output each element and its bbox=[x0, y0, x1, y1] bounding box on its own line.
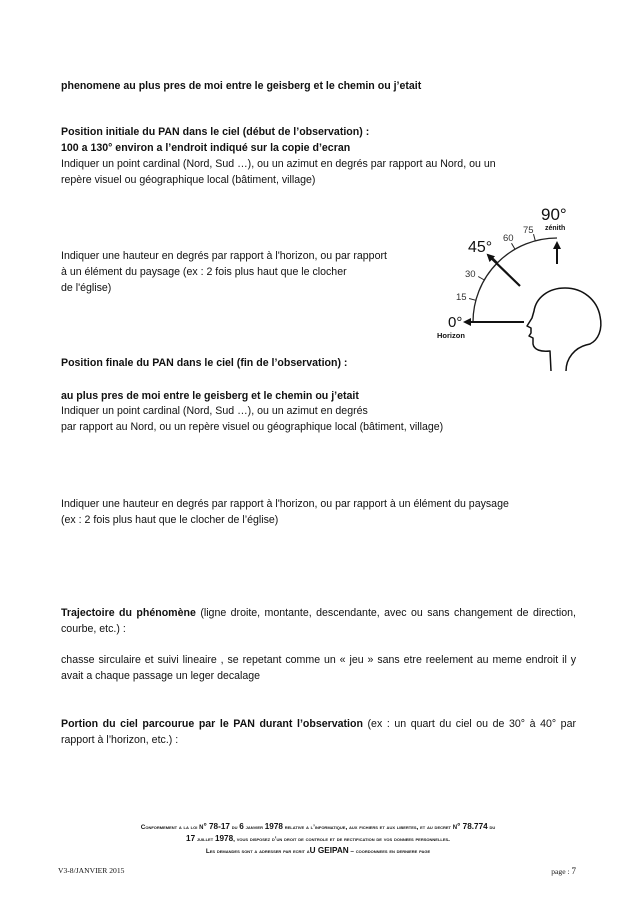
tick-15 bbox=[469, 299, 476, 301]
trajectory-heading: Trajectoire du phénomène bbox=[61, 607, 196, 619]
observation-start-answer: phenomene au plus pres de moi entre le geisberg et le chemin ou j’etait bbox=[61, 80, 422, 92]
trajectory-hint: (ligne droite, montante, descendante, avec ou sans changement de direction, courbe, etc.) : bbox=[61, 607, 576, 635]
sky-portion-hint: (ex : un quart du ciel ou de 30° à 40° par rapport à l’horizon, etc.) : bbox=[61, 718, 576, 746]
initial-height-instruction-3: de l'église) bbox=[61, 282, 112, 294]
label-30: 30 bbox=[465, 269, 476, 280]
trajectory-answer: chasse sirculaire et suivi lineaire , se repetant comme un « jeu » sans etre reelement au meme endroit il y avait a chaque passage un leger decalage bbox=[61, 654, 576, 682]
privacy-notice: Conformement a la loi n° 78-17 du 6 janvier 1978 relative a l’informatique, aux fichiers et aux libertes, et au decret n° 78.774 du 17 juillet 1978, vous disposez d’un droit de controle et de rectification de vos donnees personnelles. Les demandes sont a adresser par ecrit aU GEIPAN – coordonnees en derniere page bbox=[140, 822, 496, 855]
angle-45-arrow bbox=[488, 255, 520, 286]
final-position-heading: Position finale du PAN dans le ciel (fin de l’observation) : bbox=[61, 357, 348, 369]
initial-height-instruction-1: Indiquer une hauteur en degrés par rapport à l'horizon, ou par rapport bbox=[61, 250, 387, 262]
tick-60 bbox=[512, 243, 516, 249]
final-cardinal-instruction-2: par rapport au Nord, ou un repère visuel ou géographique local (bâtiment, village) bbox=[61, 421, 444, 433]
initial-height-instruction-2: à un élément du paysage (ex : 2 fois plus haut que le clocher bbox=[61, 266, 347, 278]
label-0-degrees: 0° bbox=[448, 314, 463, 331]
initial-position-heading: Position initiale du PAN dans le ciel (début de l’observation) : bbox=[61, 126, 370, 138]
sky-portion-question bbox=[61, 716, 576, 748]
initial-cardinal-instruction-2: repère visuel ou géographique local (bâtiment, village) bbox=[61, 174, 316, 186]
tick-30 bbox=[478, 277, 484, 281]
version-label: V3-8/JANVIER 2015 bbox=[58, 866, 125, 875]
tick-75 bbox=[534, 234, 536, 241]
label-15: 15 bbox=[456, 292, 467, 303]
label-zenith: zénith bbox=[545, 225, 566, 232]
final-height-instruction-1: Indiquer une hauteur en degrés par rapport à l'horizon, ou par rapport à un élément du paysage bbox=[61, 498, 509, 510]
sky-portion-heading: Portion du ciel parcourue par le PAN durant l’observation bbox=[61, 718, 363, 730]
head-silhouette-icon bbox=[527, 288, 601, 371]
label-45-degrees: 45° bbox=[468, 239, 493, 256]
label-60: 60 bbox=[503, 233, 514, 244]
initial-cardinal-instruction-1: Indiquer un point cardinal (Nord, Sud …), ou un azimut en degrés par rapport au Nord, ou un bbox=[61, 158, 496, 170]
initial-position-answer: 100 a 130° environ a l’endroit indiqué sur la copie d’ecran bbox=[61, 142, 351, 154]
trajectory-question bbox=[61, 605, 576, 637]
label-75: 75 bbox=[523, 225, 534, 236]
page-number: page : 7 bbox=[551, 866, 576, 876]
label-horizon: Horizon bbox=[437, 331, 465, 340]
final-height-instruction-2: (ex : 2 fois plus haut que le clocher de l’église) bbox=[61, 514, 279, 526]
label-90-degrees: 90° bbox=[541, 205, 567, 224]
final-cardinal-instruction-1: Indiquer un point cardinal (Nord, Sud …), ou un azimut en degrés bbox=[61, 405, 368, 417]
final-position-answer: au plus pres de moi entre le geisberg et le chemin ou j’etait bbox=[61, 390, 359, 402]
